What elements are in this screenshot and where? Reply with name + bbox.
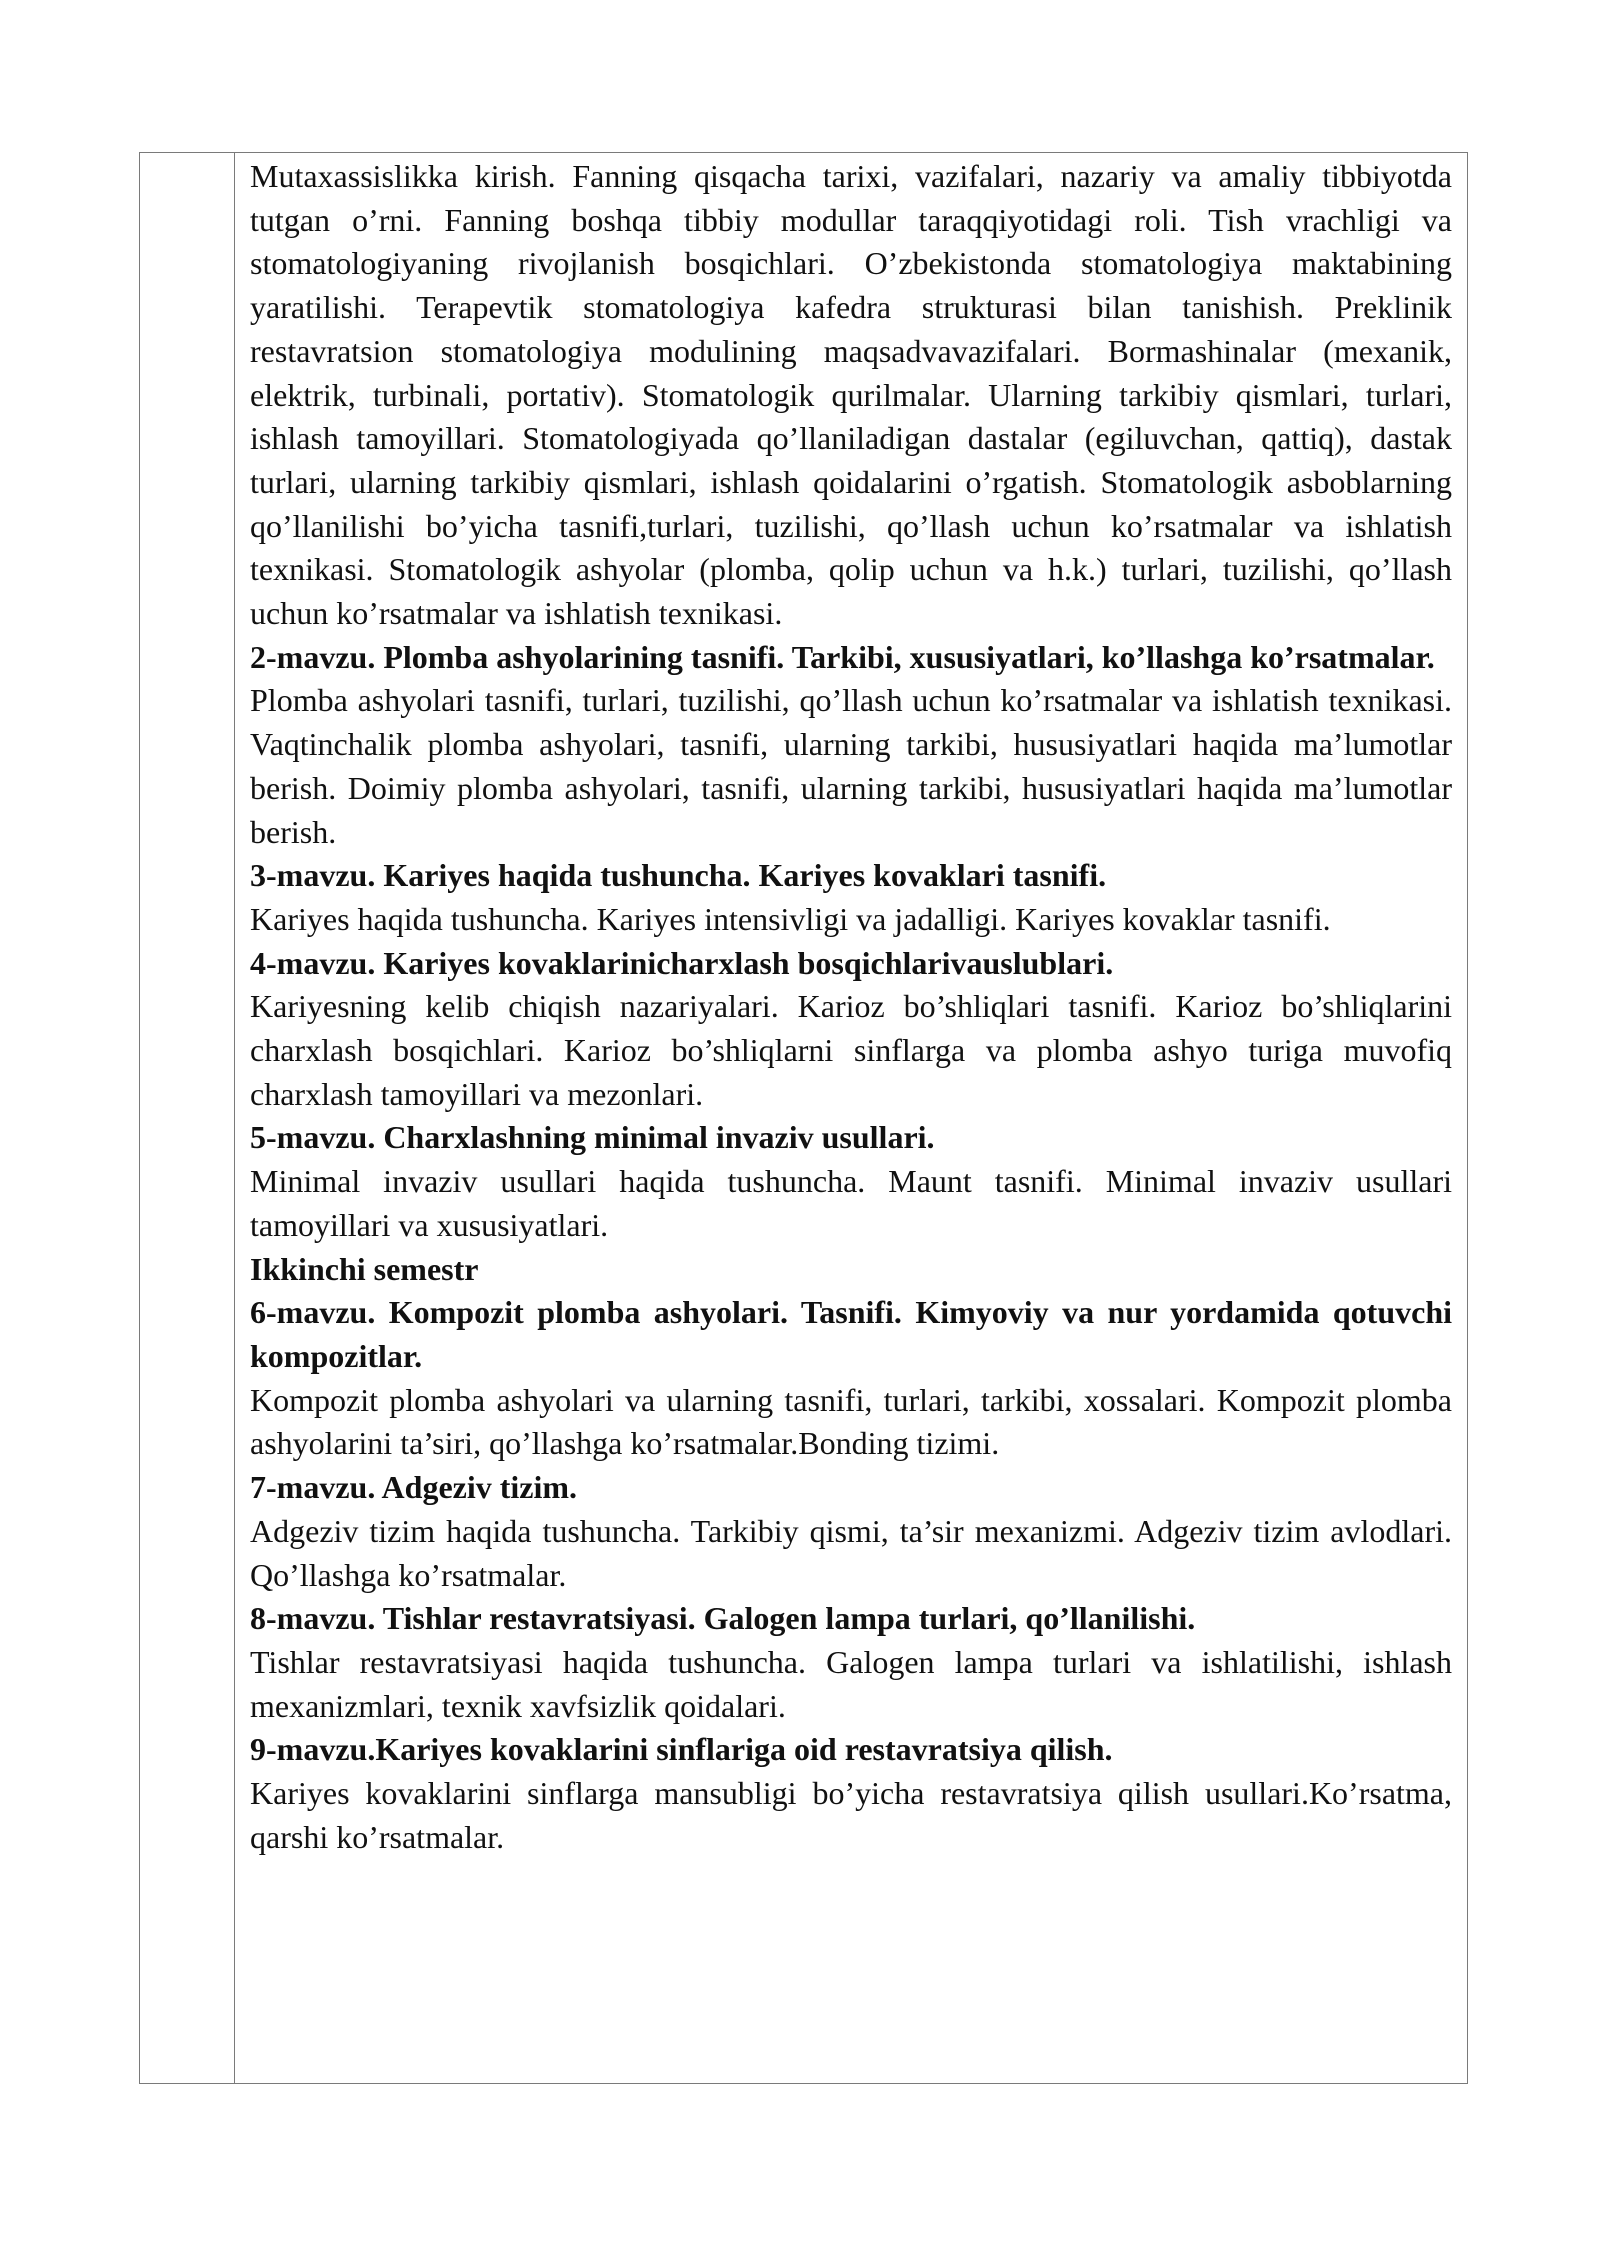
topic-3-paragraph: Kariyes haqida tushuncha. Kariyes intensivligi va jadalligi. Kariyes kovaklar tasnifi.: [250, 900, 1331, 937]
topics-content: [235, 153, 1467, 1859]
topic-4-paragraph: Kariyesning kelib chiqish nazariyalari. Karioz bo’shliqlari tasnifi. Karioz bo’shliqlarini charxlash bosqichlari. Karioz bo’shliqlarni sinflarga va plomba ashyo turiga muvofiq charxlash tamoyillari va mezonlari.: [250, 988, 1452, 1112]
topic-8-heading: 8-mavzu. Tishlar restavratsiyasi. Galogen lampa turlari, qo’llanilishi.: [250, 1600, 1196, 1637]
topic-3-heading: 3-mavzu. Kariyes haqida tushuncha. Kariyes kovaklari tasnifi.: [250, 857, 1107, 894]
topic-9-heading: 9-mavzu.Kariyes kovaklarini sinflariga oid restavratsiya qilish.: [250, 1731, 1113, 1768]
topic-6-paragraph: Kompozit plomba ashyolari va ularning tasnifi, turlari, tarkibi, xossalari. Kompozit plomba ashyolarini ta’siri, qo’llashga ko’rsatmalar.Bonding tizimi.: [250, 1381, 1452, 1462]
semester-heading: Ikkinchi semestr: [250, 1250, 479, 1287]
topic-6-heading: 6-mavzu. Kompozit plomba ashyolari. Tasnifi. Kimyoviy va nur yordamida qotuvchi kompozitlar.: [250, 1294, 1452, 1374]
topic-5-paragraph: Minimal invaziv usullari haqida tushuncha. Maunt tasnifi. Minimal invaziv usullari tamoyillari va xususiyatlari.: [250, 1163, 1452, 1243]
number-cell: [140, 153, 235, 2084]
topic-5-heading: 5-mavzu. Charxlashning minimal invaziv usullari.: [250, 1119, 935, 1156]
topic-2-paragraph: Plomba ashyolari tasnifi, turlari, tuzilishi, qo’llash uchun ko’rsatmalar va ishlatish texnikasi. Vaqtinchalik plomba ashyolari, tasnifi, ularning tarkibi, hususiyatlari haqida ma’lumotlar berish. Doimiy plomba ashyolari, tasnifi, ularning tarkibi, hususiyatlari haqida ma’lumotlar berish.: [250, 682, 1452, 850]
table-row: [140, 153, 1468, 2084]
topic-2-heading: 2-mavzu. Plomba ashyolarining tasnifi. Tarkibi, xususiyatlari, ko’llashga ko’rsatmalar.: [250, 638, 1435, 675]
topic-9-paragraph: Kariyes kovaklarini sinflarga mansubligi bo’yicha restavratsiya qilish usullari.Ko’rsatma, qarshi ko’rsatmalar.: [250, 1775, 1452, 1855]
content-cell: [235, 153, 1468, 2084]
topic-8-paragraph: Tishlar restavratsiyasi haqida tushuncha. Galogen lampa turlari va ishlatilishi, ishlash mexanizmlari, texnik xavfsizlik qoidalari.: [250, 1643, 1452, 1724]
topic-7-heading: 7-mavzu. Adgeziv tizim.: [250, 1469, 578, 1506]
topic-7-paragraph: Adgeziv tizim haqida tushuncha. Tarkibiy qismi, ta’sir mexanizmi. Adgeziv tizim avlodlari. Qo’llashga ko’rsatmalar.: [250, 1512, 1452, 1593]
syllabus-table: [139, 152, 1468, 2084]
intro-paragraph: Mutaxassislikka kirish. Fanning qisqacha tarixi, vazifalari, nazariy va amaliy tibbiyotda tutgan o’rni. Fanning boshqa tibbiy modullar taraqqiyotidagi roli. Tish vrachligi va stomatologiyaning rivojlanish bosqichlari. O’zbekistonda stomatologiya maktabining yaratilishi. Terapevtik stomatologiya kafedra strukturasi bilan tanishish. Preklinik restavratsion stomatologiya modulining maqsadvavazifalari. Bormashinalar (mexanik, elektrik, turbinali, portativ). Stomatologik qurilmalar. Ularning tarkibiy qismlari, turlari, ishlash tamoyillari. Stomatologiyada qo’llaniladigan dastalar (egiluvchan, qattiq), dastak turlari, ularning tarkibiy qismlari, ishlash qoidalarini o’rgatish. Stomatologik asboblarning qo’llanilishi bo’yicha tasnifi,turlari, tuzilishi, qo’llash uchun ko’rsatmalar va ishlatish texnikasi. Stomatologik ashyolar (plomba, qolip uchun va h.k.) turlari, tuzilishi, qo’llash uchun ko’rsatmalar va ishlatish texnikasi.: [250, 158, 1452, 632]
topic-4-heading: 4-mavzu. Kariyes kovaklarinicharxlash bosqichlarivauslublari.: [250, 944, 1114, 981]
